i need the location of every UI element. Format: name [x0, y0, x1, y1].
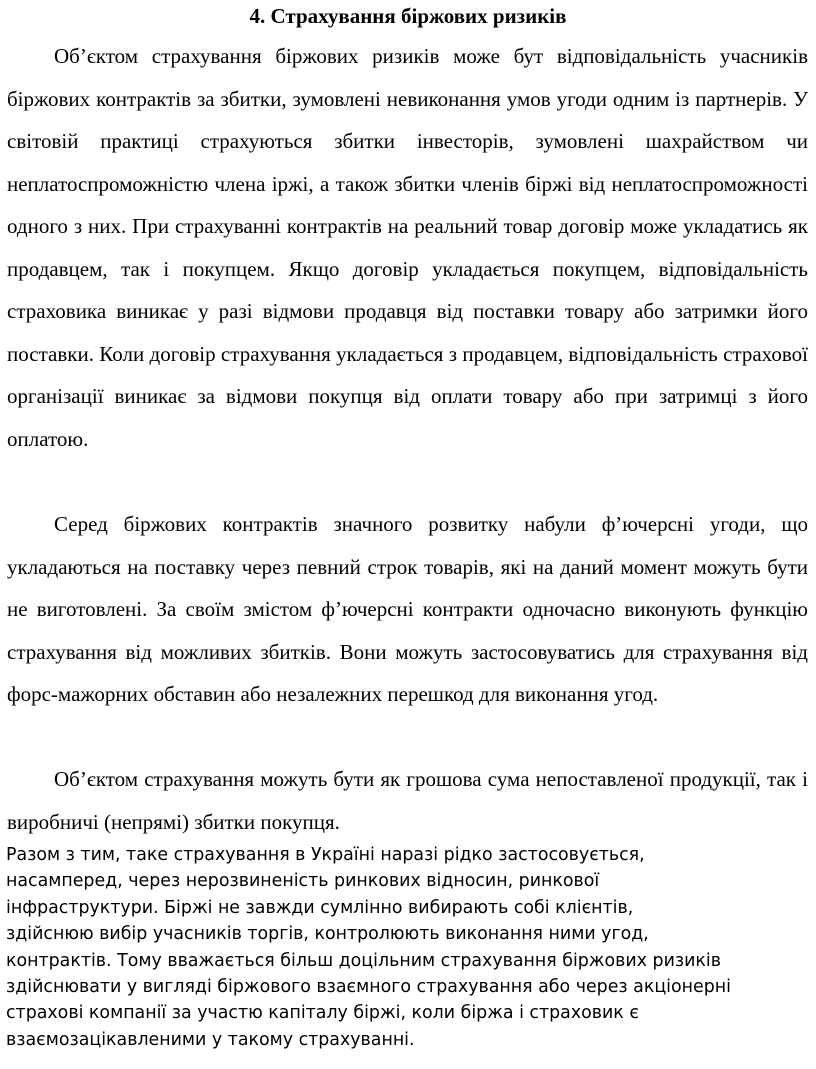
closing-line: контрактів. Тому вважається більш доцільним страхування біржових ризиків — [6, 950, 722, 971]
closing-line: здійснювати у вигляді біржового взаємного страхування або через акціонерні — [6, 977, 731, 998]
paragraph: Об’єктом страхування можуть бути як грошова сума непоставленої продукції, так і виробничі (непрямі) збитки покупця. — [7, 767, 808, 834]
closing-line: страхові компанії за участю капіталу біржі, коли біржа і страховик є — [6, 1003, 639, 1024]
closing-line: здійснюю вибір учасників торгів, контролюють виконання ними угод, — [6, 924, 649, 945]
paragraph: Серед біржових контрактів значного розвитку набули ф’ючерсні угоди, що укладаються на поставку через певний строк товарів, які на даний момент можуть бути не виготовлені. За своїм змістом ф’ючерсні контракти одночасно виконують функцію страхування від можливих збитків. Вони можуть застосовуватись для страхування від форс-мажорних обставин або незалежних перешкод для виконання угод. — [7, 512, 808, 706]
section-title: 4. Страхування біржових ризиків — [249, 4, 567, 28]
closing-paragraph — [6, 842, 811, 1053]
closing-line: насамперед, через нерозвиненість ринкових відносин, ринкової — [6, 871, 600, 892]
closing-line: інфраструктури. Біржі не завжди сумлінно вибирають собі клієнтів, — [6, 897, 634, 918]
paragraph: Об’єктом страхування біржових ризиків може бут відповідальність учасників біржових контрактів за збитки, зумовлені невиконання умов угоди одним із партнерів. У світовій практиці страхуються збитки інвесторів, зумовлені шахрайством чи неплатоспроможністю члена іржі, а також збитки членів біржі від неплатоспроможності одного з них. При страхуванні контрактів на реальний товар договір може укладатись як продавцем, так і покупцем. Якщо договір укладається покупцем, відповідальність страховика виникає у разі відмови продавця від поставки товару або затримки його поставки. Коли договір страхування укладається з продавцем, відповідальність страхової організації виникає за відмови покупця від оплати товару або при затримці з його оплатою. — [7, 44, 808, 451]
closing-line: взаємозацікавленими у такому страхуванні. — [6, 1029, 415, 1050]
closing-line: Разом з тим, таке страхування в Україні наразі рідко застосовується, — [6, 845, 645, 865]
